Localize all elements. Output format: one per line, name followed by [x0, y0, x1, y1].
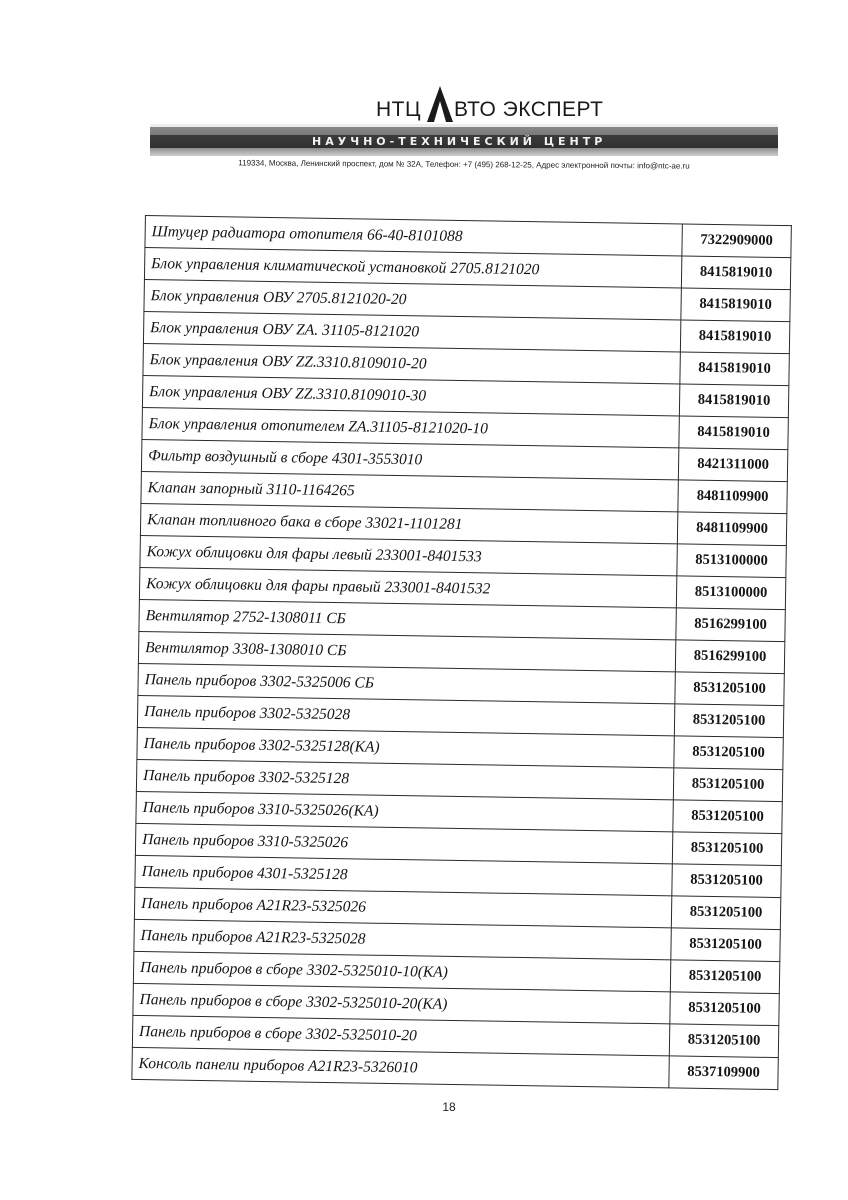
hs-code-cell: 8415819010	[679, 384, 788, 418]
item-name-cell: Клапан запорный 3110-1164265	[141, 471, 678, 511]
hs-code-cell: 8516299100	[675, 640, 784, 674]
page-number: 18	[442, 1100, 456, 1114]
item-name-cell: Блок управления климатической установкой 2705.8121020	[144, 248, 681, 288]
item-name-cell: Панель приборов 3302-5325128	[136, 759, 673, 799]
hs-code-cell: 8531205100	[671, 928, 780, 962]
item-name-cell: Панель приборов 4301-5325128	[135, 855, 672, 895]
hs-code-cell: 8516299100	[676, 608, 785, 642]
item-name-cell: Панель приборов 3302-5325006 СБ	[138, 663, 675, 703]
item-name-cell: Консоль панели приборов A21R23-5326010	[132, 1047, 669, 1087]
hs-code-cell: 8531205100	[670, 992, 779, 1026]
item-name-cell: Фильтр воздушный в сборе 4301-3553010	[141, 439, 678, 479]
item-name-cell: Блок управления ОВУ 2705.8121020-20	[144, 280, 681, 320]
logo-a-triangle-icon	[427, 86, 453, 122]
item-name-cell: Панель приборов 3302-5325028	[137, 695, 674, 735]
letterhead	[0, 0, 848, 180]
item-name-cell: Кожух облицовки для фары левый 233001-8401533	[140, 535, 677, 575]
hs-code-cell: 8513100000	[676, 576, 785, 610]
item-name-cell: Вентилятор 2752-1308011 СБ	[139, 599, 676, 639]
goods-table	[131, 215, 792, 1090]
item-name-cell: Клапан топливного бака в сборе 33021-1101281	[140, 503, 677, 543]
item-name-cell: Панель приборов в сборе 3302-5325010-20	[132, 1015, 669, 1055]
hs-code-cell: 8531205100	[673, 800, 782, 834]
logo-text-ntc: НТЦ	[376, 98, 422, 121]
hs-code-cell: 8513100000	[677, 544, 786, 578]
item-name-cell: Панель приборов 3310-5325026	[135, 823, 672, 863]
header-subtitle: НАУЧНО-ТЕХНИЧЕСКИЙ ЦЕНТР	[312, 135, 607, 148]
hs-code-cell: 8415819010	[681, 256, 790, 290]
item-name-cell: Кожух облицовки для фары правый 233001-8401532	[139, 567, 676, 607]
goods-table-container	[127, 215, 791, 1105]
item-name-cell: Панель приборов 3310-5325026(КА)	[136, 791, 673, 831]
hs-code-cell: 8421311000	[678, 448, 787, 482]
item-name-cell: Панель приборов в сборе 3302-5325010-10(КА)	[133, 951, 670, 991]
hs-code-cell: 8531205100	[674, 736, 783, 770]
hs-code-cell: 8531205100	[674, 704, 783, 738]
hs-code-cell: 8415819010	[680, 320, 789, 354]
item-name-cell: Панель приборов A21R23-5325026	[134, 887, 671, 927]
hs-code-cell: 8415819010	[681, 288, 790, 322]
hs-code-cell: 8531205100	[670, 960, 779, 994]
hs-code-cell: 8481109900	[678, 480, 787, 514]
item-name-cell: Блок управления ОВУ ZZ.3310.8109010-30	[142, 376, 679, 416]
hs-code-cell: 8531205100	[672, 864, 781, 898]
hs-code-cell: 8531205100	[672, 832, 781, 866]
item-name-cell: Штуцер радиатора отопителя 66-40-8101088	[145, 216, 682, 256]
hs-code-cell: 7322909000	[682, 224, 791, 258]
hs-code-cell: 8481109900	[677, 512, 786, 546]
hs-code-cell: 8531205100	[675, 672, 784, 706]
item-name-cell: Панель приборов 3302-5325128(КА)	[137, 727, 674, 767]
item-name-cell: Блок управления ОВУ ZA. 31105-8121020	[143, 312, 680, 352]
company-address: 119334, Москва, Ленинский проспект, дом № 32А, Телефон: +7 (495) 268-12-25, Адрес электронной почты: info@ntc-ae.ru	[238, 158, 690, 171]
logo-text-avto-expert: ВТО ЭКСПЕРТ	[454, 98, 604, 121]
hs-code-cell: 8531205100	[669, 1024, 778, 1058]
hs-code-cell: 8531205100	[673, 768, 782, 802]
hs-code-cell: 8415819010	[680, 352, 789, 386]
hs-code-cell: 8537109900	[669, 1056, 778, 1090]
hs-code-cell: 8415819010	[679, 416, 788, 450]
item-name-cell: Блок управления отопителем ZA.31105-8121020-10	[142, 407, 679, 447]
hs-code-cell: 8531205100	[671, 896, 780, 930]
company-logo	[376, 82, 603, 122]
item-name-cell: Панель приборов в сборе 3302-5325010-20(КА)	[133, 983, 670, 1023]
item-name-cell: Панель приборов A21R23-5325028	[134, 919, 671, 959]
item-name-cell: Блок управления ОВУ ZZ.3310.8109010-20	[143, 344, 680, 384]
item-name-cell: Вентилятор 3308-1308010 СБ	[138, 631, 675, 671]
